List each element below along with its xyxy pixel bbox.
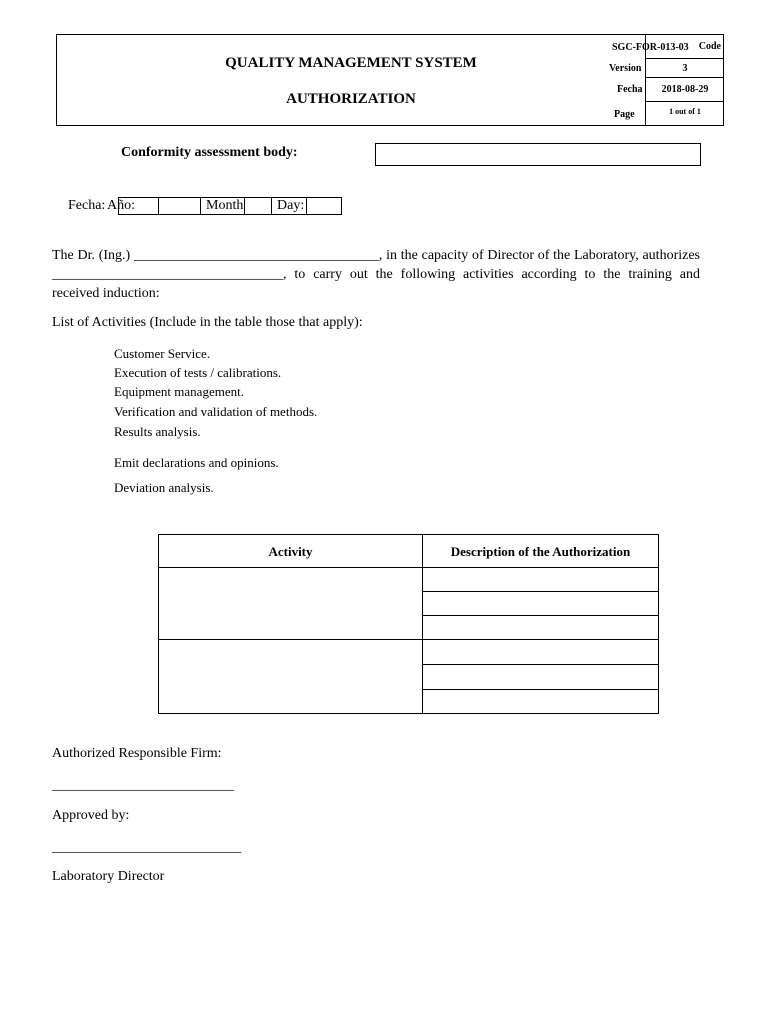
- activity-item: Execution of tests / calibrations.: [114, 365, 282, 380]
- code-label: Code: [698, 41, 721, 52]
- authorized-signature-line[interactable]: __________________________: [52, 778, 234, 793]
- date-prefix: Fecha:: [68, 198, 106, 213]
- system-title: QUALITY MANAGEMENT SYSTEM: [225, 55, 477, 71]
- authorization-table: [158, 534, 659, 714]
- year-field[interactable]: [159, 198, 198, 214]
- activity-item: Results analysis.: [114, 424, 201, 439]
- month-label: Month: [206, 198, 244, 213]
- date-label: Fecha: [617, 84, 643, 95]
- version-label: Version: [609, 63, 642, 74]
- page-label: Page: [614, 109, 635, 120]
- conformity-field[interactable]: [375, 143, 701, 166]
- conformity-label: Conformity assessment body:: [121, 145, 298, 160]
- page-value: 1 out of 1: [669, 107, 701, 116]
- month-field[interactable]: [244, 198, 270, 214]
- table-cell-activity[interactable]: [159, 640, 422, 713]
- approved-signature-line[interactable]: ___________________________: [52, 840, 241, 855]
- approved-by-label: Approved by:: [52, 808, 130, 823]
- activity-item: Verification and validation of methods.: [114, 404, 318, 419]
- code-number: SGC-FOR-013-03: [612, 42, 689, 53]
- column-header-activity: Activity: [268, 544, 313, 559]
- authorization-line-1: The Dr. (Ing.) ___________________________________, in the capacity of Director of the Laboratory, authorizes: [52, 248, 700, 263]
- authorization-line-2: _________________________________, to carry out the following activities according to the training and: [52, 267, 700, 282]
- header-info-grid: [645, 34, 724, 126]
- activities-heading: List of Activities (Include in the table those that apply):: [52, 315, 363, 330]
- authorized-firm-label: Authorized Responsible Firm:: [52, 746, 222, 761]
- activity-item: Deviation analysis.: [114, 480, 214, 495]
- table-cell-activity[interactable]: [159, 568, 422, 639]
- activity-item: Emit declarations and opinions.: [114, 455, 279, 470]
- day-field[interactable]: [306, 198, 341, 214]
- activity-item: Equipment management.: [114, 384, 244, 399]
- date-value: 2018-08-29: [661, 84, 709, 95]
- year-label: Año:: [107, 198, 135, 213]
- authorization-line-3: received induction:: [52, 286, 160, 301]
- document-title: AUTHORIZATION: [286, 91, 416, 107]
- laboratory-director-label: Laboratory Director: [52, 869, 165, 884]
- day-label: Day:: [277, 198, 305, 213]
- version-value: 3: [682, 63, 688, 74]
- activity-item: Customer Service.: [114, 346, 211, 361]
- column-header-description: Description of the Authorization: [450, 544, 631, 559]
